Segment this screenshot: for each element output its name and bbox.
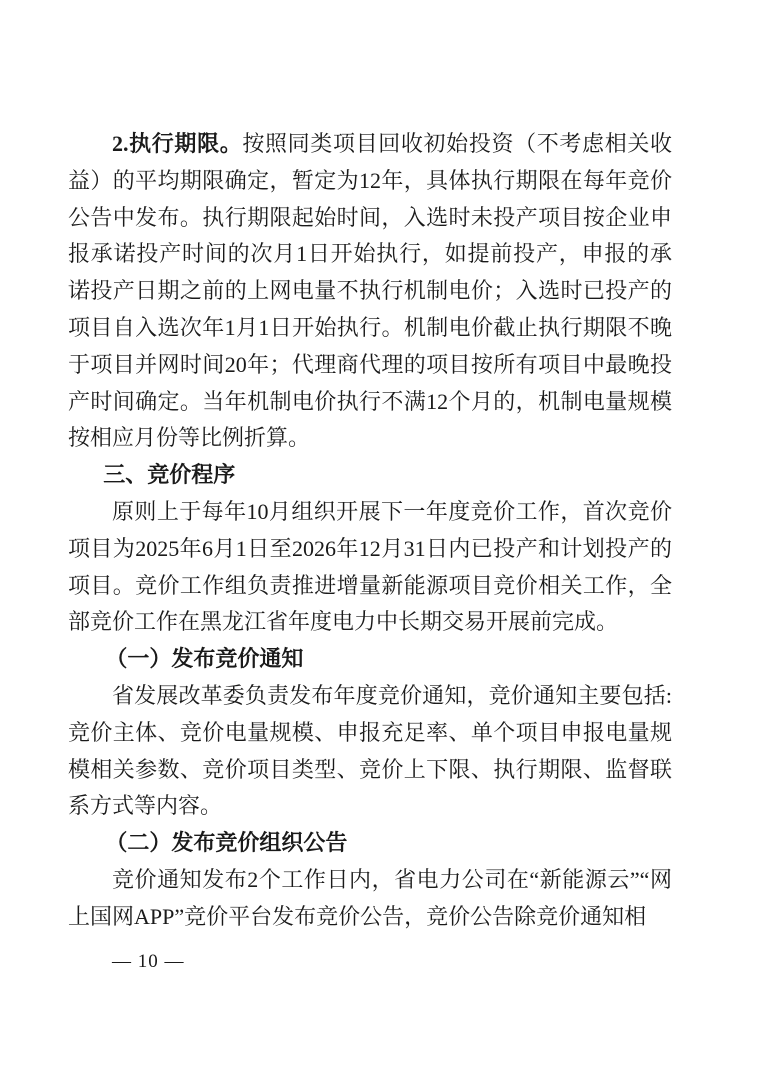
paragraph-text: 按照同类项目回收初始投资（不考虑相关收益）的平均期限确定，暂定为12年，具体执行期限在每年竞价公告中发布。执行期限起始时间，入选时未投产项目按企业申报承诺投产时间的次月1日开始执行，如提前投产，申报的承诺投产日期之前的上网电量不执行机制电价；入选时已投产的项目自入选次年1月1日开始执行。机制电价截止执行期限不晚于项目并网时间20年；代理商代理的项目按所有项目中最晚投产时间确定。当年机制电价执行不满12个月的，机制电量规模按相应月份等比例折算。: [68, 131, 672, 451]
page-number: — 10 —: [112, 951, 185, 972]
document-body: [68, 126, 672, 936]
paragraph-execution-period: [68, 126, 672, 457]
paragraph-bidding-notice-contents: 省发展改革委负责发布年度竞价通知，竞价通知主要包括:竞价主体、竞价电量规模、申报充足率、单个项目申报电量规模相关参数、竞价项目类型、竞价上下限、执行期限、监督联系方式等内容。: [68, 682, 672, 819]
paragraph-bidding-schedule: 原则上于每年10月组织开展下一年度竞价工作，首次竞价项目为2025年6月1日至2026年12月31日内已投产和计划投产的项目。竞价工作组负责推进增量新能源项目竞价相关工作，全部竞价工作在黑龙江省年度电力中长期交易开展前完成。: [68, 498, 672, 635]
subheading-publish-bidding-notice: （一）发布竞价通知: [105, 646, 304, 672]
section-heading-bidding-procedure: 三、竞价程序: [103, 462, 236, 488]
paragraph-bold-lead: 2.执行期限。: [112, 131, 243, 156]
subheading-publish-bidding-announcement: （二）发布竞价组织公告: [105, 830, 348, 856]
paragraph-bidding-announcement: 竞价通知发布2个工作日内，省电力公司在“新能源云”“网上国网APP”竞价平台发布竞价公告，竞价公告除竞价通知相: [68, 866, 672, 929]
